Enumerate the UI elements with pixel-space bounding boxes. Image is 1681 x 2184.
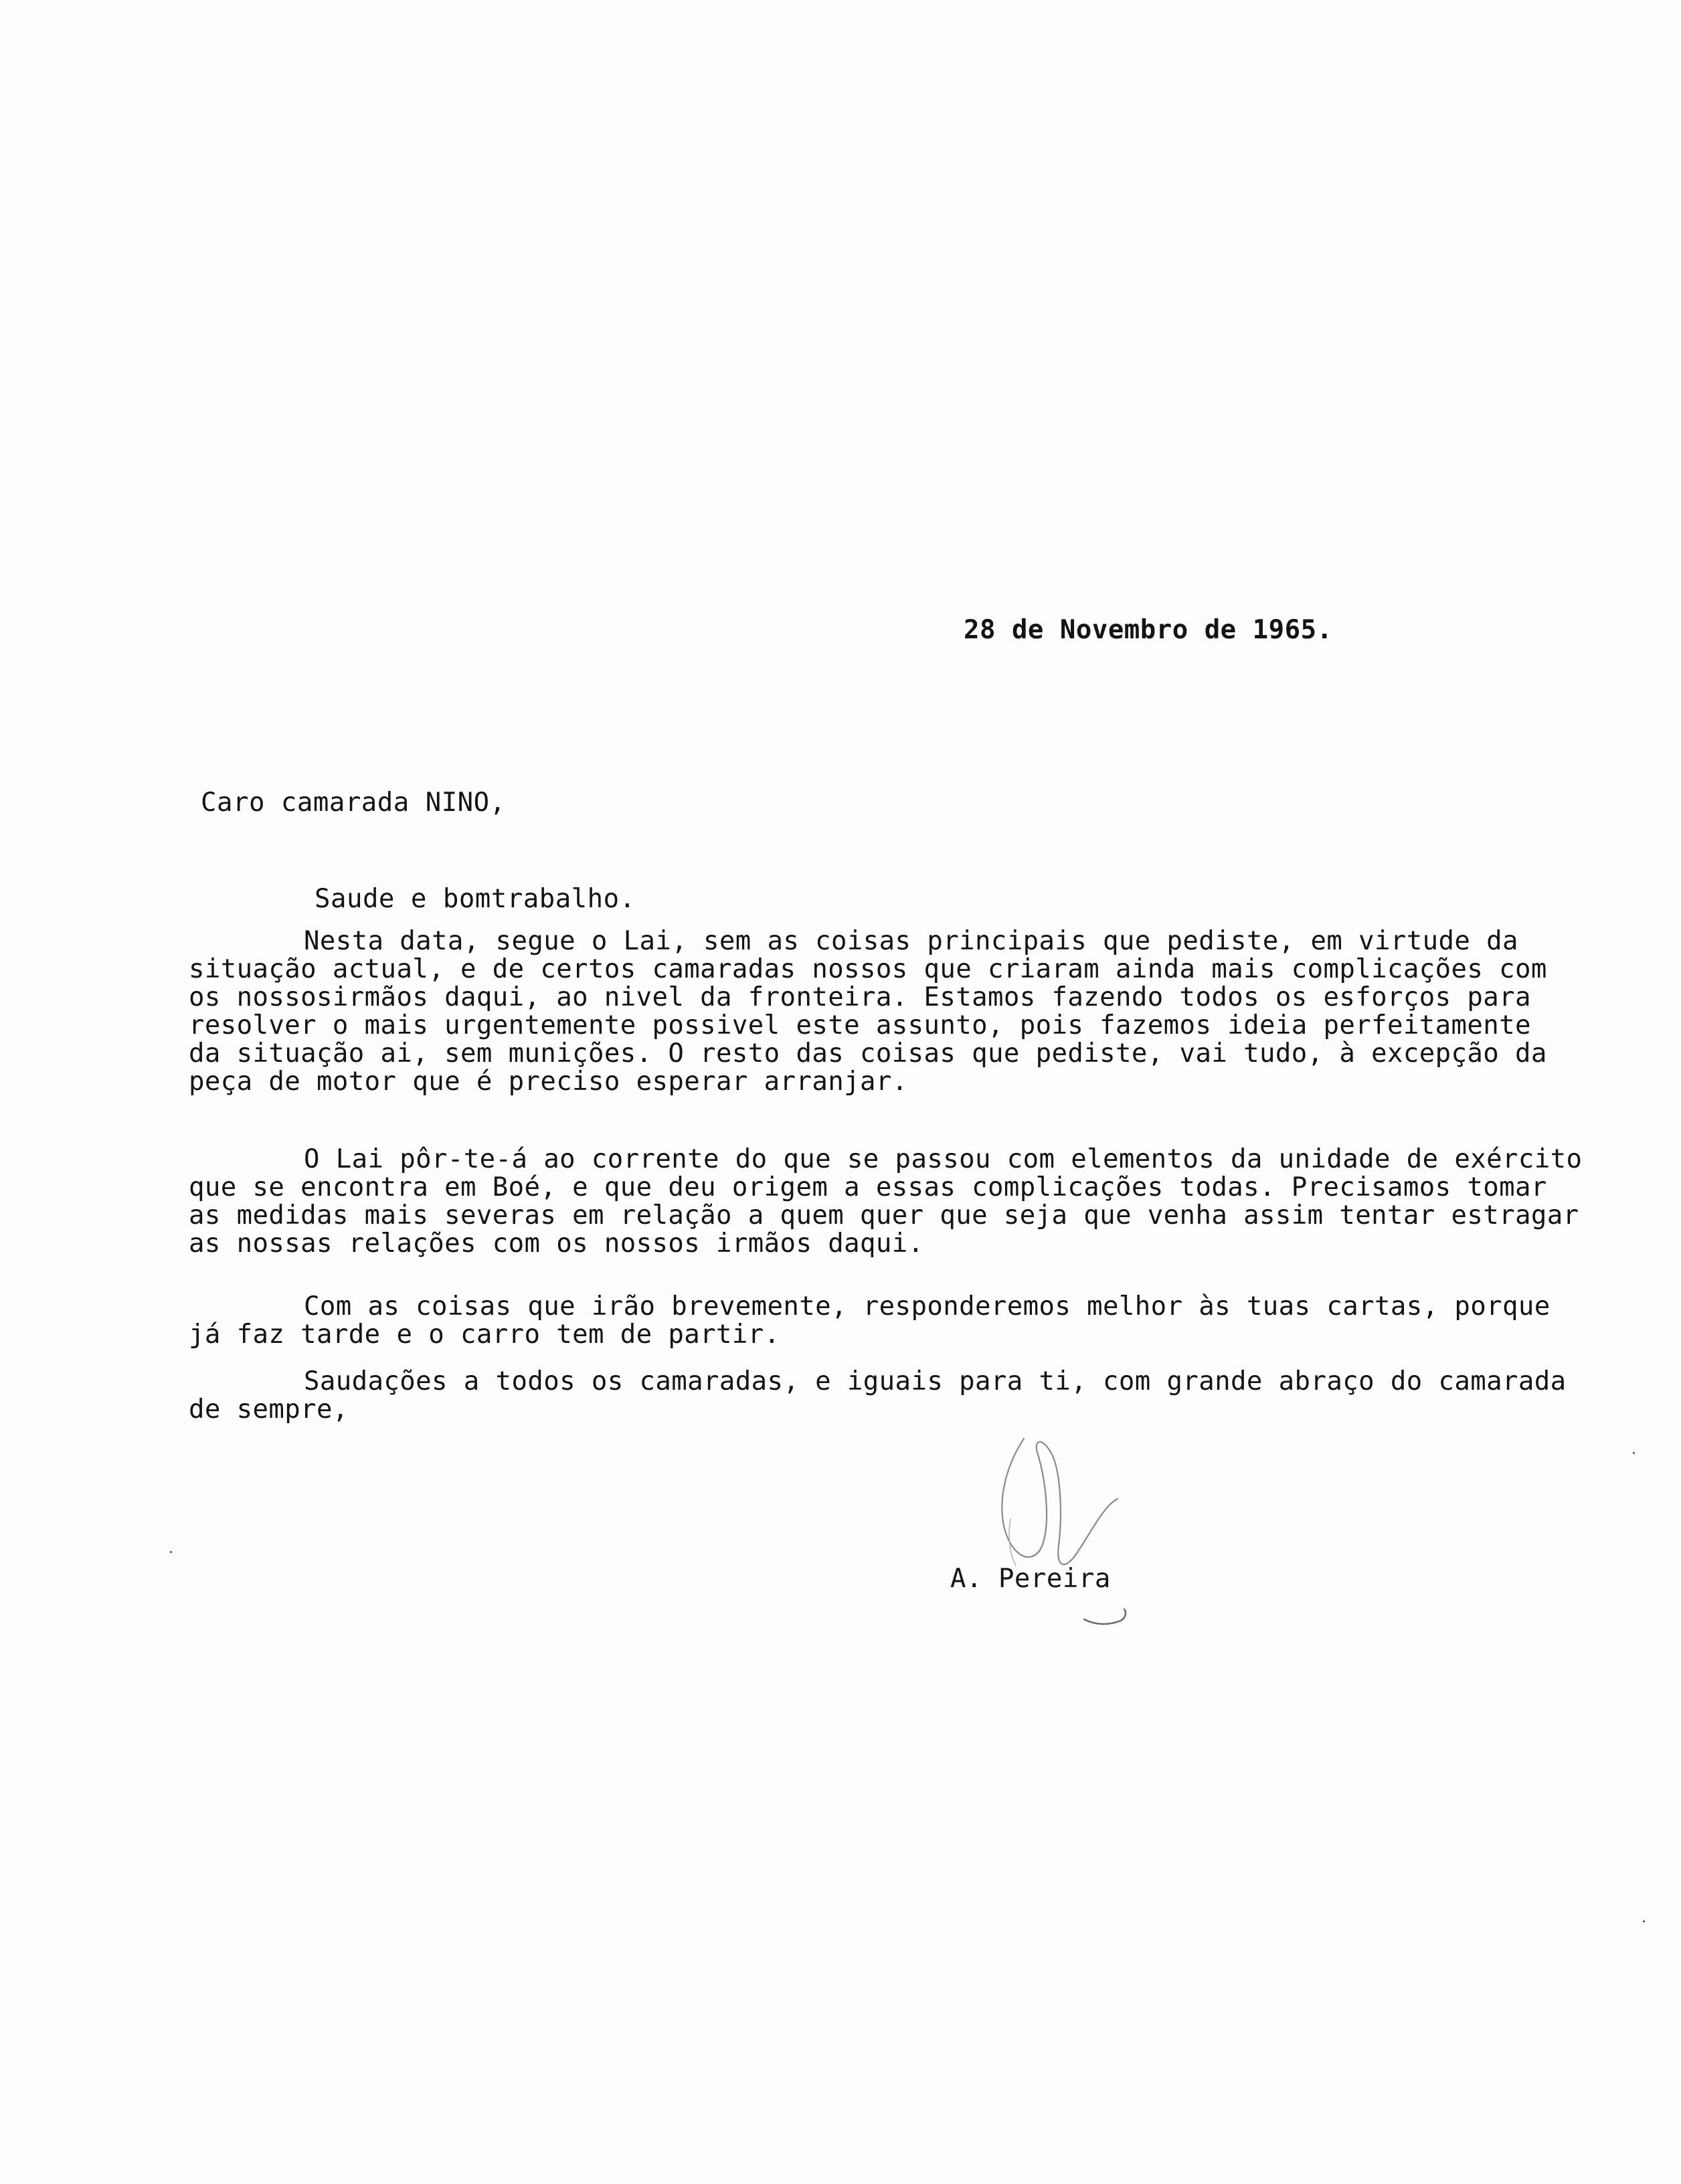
paper-speck <box>1633 1452 1635 1454</box>
text-line: Nesta data, segue o Lai, sem as coisas principais que pediste, em virtude da <box>304 926 1518 956</box>
text-line: de sempre, <box>189 1394 349 1425</box>
text-line: peça de motor que é preciso esperar arranjar. <box>189 1067 908 1097</box>
paper-speck <box>170 1551 172 1553</box>
signoff: A. Pereira <box>950 1564 1111 1594</box>
text-line: já faz tarde e o carro tem de partir. <box>189 1320 780 1350</box>
text-line: da situação ai, sem munições. O resto das coisas que pediste, vai tudo, à excepção da <box>189 1038 1547 1069</box>
text-line: Com as coisas que irão brevemente, responderemos melhor às tuas cartas, porque <box>304 1291 1551 1322</box>
salutation: Caro camarada NINO, <box>201 788 506 818</box>
text-line: Saudações a todos os camaradas, e iguais para ti, com grande abraço do camarada <box>304 1366 1567 1396</box>
paragraph-2 <box>189 1146 1621 1258</box>
text-line: as medidas mais severas em relação a quem quer que seja que venha assim tentar estragar <box>189 1200 1579 1231</box>
text-line: que se encontra em Boé, e que deu origem a essas complicações todas. Precisamos tomar <box>189 1172 1547 1202</box>
paragraph-3 <box>189 1293 1621 1349</box>
greeting: Saude e bomtrabalho. <box>315 884 636 914</box>
paragraph-4 <box>189 1368 1621 1424</box>
paragraph-1 <box>189 927 1621 1096</box>
handwritten-signature <box>984 1412 1131 1633</box>
paper-speck <box>1643 1920 1645 1922</box>
text-line: resolver o mais urgentemente possivel este assunto, pois fazemos ideia perfeitamente <box>189 1010 1531 1040</box>
text-line: as nossas relações com os nossos irmãos daqui. <box>189 1228 924 1259</box>
letter-date: 28 de Novembro de 1965. <box>964 615 1333 645</box>
text-line: situação actual, e de certos camaradas nossos que criaram ainda mais complicações com <box>189 954 1547 984</box>
text-line: O Lai pôr-te-á ao corrente do que se passou com elementos da unidade de exército <box>304 1144 1583 1174</box>
text-line: os nossosirmãos daqui, ao nivel da fronteira. Estamos fazendo todos os esforços para <box>189 982 1531 1012</box>
